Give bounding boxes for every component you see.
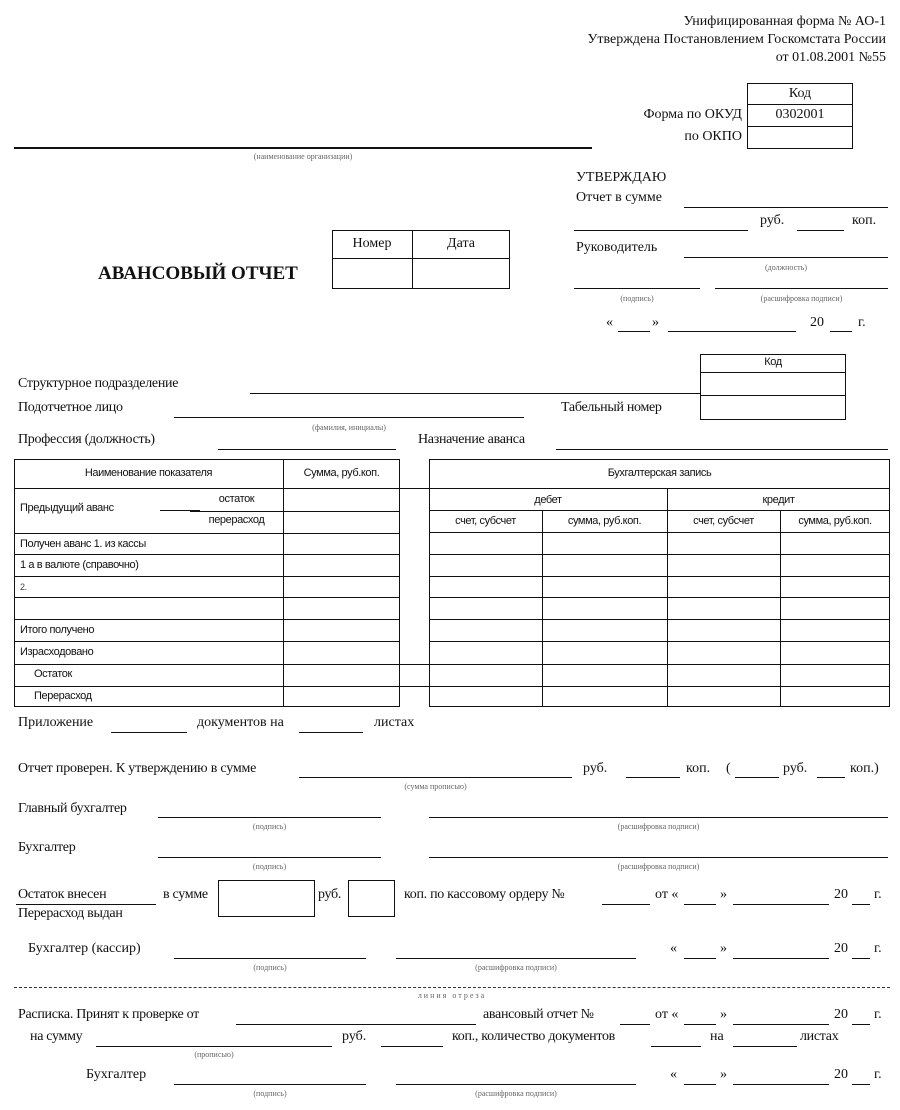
sum-cell[interactable] xyxy=(285,688,398,706)
report-no-label: авансовый отчет № xyxy=(483,1007,594,1022)
divider xyxy=(429,619,890,620)
head-signature-field[interactable] xyxy=(574,288,700,289)
entry-cell[interactable] xyxy=(544,643,666,663)
divider xyxy=(190,511,400,512)
cashier-day-field[interactable] xyxy=(684,958,716,959)
receipt-month-field[interactable] xyxy=(733,1024,829,1025)
rub-label: руб. xyxy=(783,761,808,776)
divider xyxy=(780,510,781,707)
quote-close: » xyxy=(720,887,727,902)
rub-label: руб. xyxy=(583,761,608,776)
chief-accountant-decode-field[interactable] xyxy=(429,817,888,818)
receipt-sheets-field[interactable] xyxy=(733,1046,797,1047)
decode-caption: (расшифровка подписи) xyxy=(760,294,843,303)
report-date-field[interactable] xyxy=(414,260,508,287)
head-label: Руководитель xyxy=(576,240,658,255)
sum-cell[interactable] xyxy=(285,490,398,510)
sum-cell[interactable] xyxy=(285,666,398,685)
person-code-header: Код xyxy=(764,356,782,368)
quote-open: « xyxy=(670,1067,677,1082)
quote-close: » xyxy=(720,1067,727,1082)
overspend-issued-label: Перерасход выдан xyxy=(18,906,123,921)
words-caption: (прописью) xyxy=(194,1050,234,1059)
quote-close: » xyxy=(720,1007,727,1022)
entry-cell[interactable] xyxy=(782,578,889,596)
entry-cell[interactable] xyxy=(669,621,779,640)
entry-cell[interactable] xyxy=(431,534,541,553)
attachment-sheets-field[interactable] xyxy=(299,732,363,733)
profession-field[interactable] xyxy=(218,449,396,450)
division-code-field[interactable] xyxy=(702,374,844,394)
approved-line: Утверждена Постановлением Госкомстата России xyxy=(587,32,886,47)
row-label: 2. xyxy=(20,582,27,592)
chief-accountant-label: Главный бухгалтер xyxy=(18,801,127,816)
divider xyxy=(429,641,890,642)
approve-sum-words-field[interactable] xyxy=(574,230,748,231)
accountant-signature-field[interactable] xyxy=(158,857,381,858)
report-number-field[interactable] xyxy=(334,260,411,287)
cash-rub-box[interactable] xyxy=(218,880,315,917)
purpose-field[interactable] xyxy=(556,449,888,450)
entry-cell[interactable] xyxy=(431,578,541,596)
head-decode-field[interactable] xyxy=(715,288,888,289)
year-prefix: 20 xyxy=(810,315,824,330)
number-header: Номер xyxy=(352,236,392,251)
decode-caption: (расшифровка подписи) xyxy=(617,822,700,831)
decode-caption: (расшифровка подписи) xyxy=(475,963,557,972)
from-label: от « xyxy=(655,887,679,902)
entry-cell[interactable] xyxy=(782,534,889,553)
approve-heading: УТВЕРЖДАЮ xyxy=(576,170,667,185)
col-name-header: Наименование показателя xyxy=(84,467,213,479)
cash-order-number-field[interactable] xyxy=(602,904,650,905)
entry-cell[interactable] xyxy=(782,599,889,618)
cut-line xyxy=(14,987,890,988)
in-sum-label: в сумме xyxy=(163,887,208,902)
entry-cell[interactable] xyxy=(782,643,889,663)
entry-cell[interactable] xyxy=(431,599,541,618)
entry-cell[interactable] xyxy=(431,621,541,640)
row-label: Итого получено xyxy=(20,624,95,636)
quote-close: » xyxy=(652,315,659,330)
receipt-sign-year-field[interactable] xyxy=(852,1084,870,1085)
approve-sum-field[interactable] xyxy=(684,207,888,208)
sum-words-caption: (сумма прописью) xyxy=(404,782,467,791)
receipt-year-field[interactable] xyxy=(852,1024,870,1025)
kop-label: коп. xyxy=(852,213,877,228)
signature-caption: (подпись) xyxy=(252,862,287,871)
receipt-sum-words-field[interactable] xyxy=(96,1046,332,1047)
okpo-label: по ОКПО xyxy=(684,129,742,144)
approval-date-line: от 01.08.2001 №55 xyxy=(775,50,886,65)
kop-label: коп. xyxy=(686,761,711,776)
cashier-decode-field[interactable] xyxy=(396,958,636,959)
entry-cell[interactable] xyxy=(544,621,666,640)
sum-cell[interactable] xyxy=(285,621,398,640)
divider xyxy=(429,510,890,511)
divider xyxy=(429,554,890,555)
head-position-field[interactable] xyxy=(684,257,888,258)
entry-cell[interactable] xyxy=(782,621,889,640)
divider xyxy=(14,533,400,534)
signature-caption: (подпись) xyxy=(253,1089,287,1098)
receipt-from-field[interactable] xyxy=(236,1024,476,1025)
approve-day-field[interactable] xyxy=(618,331,650,332)
position-caption: (должность) xyxy=(765,263,807,272)
division-field[interactable] xyxy=(250,393,700,394)
divider xyxy=(700,395,846,396)
entry-cell[interactable] xyxy=(669,688,779,706)
decode-caption: (расшифровка подписи) xyxy=(617,862,700,871)
divider xyxy=(16,904,156,905)
receipt-day-field[interactable] xyxy=(684,1024,716,1025)
receipt-signature-field[interactable] xyxy=(174,1084,366,1085)
kop-docs-label: коп., количество документов xyxy=(452,1029,615,1044)
quote-close: » xyxy=(720,941,727,956)
divider xyxy=(542,510,543,707)
divider xyxy=(14,554,400,555)
divider xyxy=(14,686,430,687)
receipt-accountant-label: Бухгалтер xyxy=(86,1067,147,1082)
quote-open: « xyxy=(606,315,613,330)
year-suffix: г. xyxy=(874,1007,882,1022)
receipt-decode-field[interactable] xyxy=(396,1084,636,1085)
divider xyxy=(747,126,853,127)
sum-cell[interactable] xyxy=(285,535,398,553)
entry-cell[interactable] xyxy=(669,578,779,596)
divider xyxy=(429,686,890,687)
row-label: 1 а в валюте (справочно) xyxy=(20,559,139,571)
date-header: Дата xyxy=(447,236,475,251)
divider xyxy=(429,576,890,577)
sheets-label: листах xyxy=(374,715,415,730)
receipt-kop-field[interactable] xyxy=(381,1046,443,1047)
division-label: Структурное подразделение xyxy=(18,376,179,391)
approve-month-field[interactable] xyxy=(668,331,796,332)
cash-order-day-field[interactable] xyxy=(684,904,716,905)
signature-caption: (подпись) xyxy=(253,963,287,972)
divider xyxy=(14,576,400,577)
divider xyxy=(332,258,510,259)
cashier-year-field[interactable] xyxy=(852,958,870,959)
on-label: на xyxy=(710,1029,724,1044)
sheets-label: листах xyxy=(800,1029,839,1044)
entry-cell[interactable] xyxy=(544,666,666,685)
divider xyxy=(14,664,430,665)
receipt-sign-month-field[interactable] xyxy=(733,1084,829,1085)
receipt-accepted-label: Расписка. Принят к проверке от xyxy=(18,1007,200,1022)
divider xyxy=(283,459,284,707)
entry-cell[interactable] xyxy=(669,643,779,663)
accountable-person-field[interactable] xyxy=(174,417,524,418)
signature-caption: (подпись) xyxy=(252,822,287,831)
accountable-caption: (фамилия, инициалы) xyxy=(312,423,386,432)
okud-label: Форма по ОКУД xyxy=(643,107,742,122)
entry-cell[interactable] xyxy=(669,534,779,553)
receipt-sum-label: на сумму xyxy=(30,1029,83,1044)
divider xyxy=(160,510,200,511)
balance-label: Остаток xyxy=(34,668,72,680)
cash-order-year-field[interactable] xyxy=(852,904,870,905)
entry-cell[interactable] xyxy=(431,556,541,575)
verified-kop-digits-field[interactable] xyxy=(817,777,845,778)
organization-name-field[interactable] xyxy=(14,147,592,149)
receipt-doc-count-field[interactable] xyxy=(651,1046,701,1047)
paren-open: ( xyxy=(726,761,731,776)
sum-cell[interactable] xyxy=(285,556,398,575)
entry-cell[interactable] xyxy=(782,556,889,575)
entry-cell[interactable] xyxy=(431,688,541,706)
remainder-label: остаток xyxy=(218,493,255,505)
cashier-signature-field[interactable] xyxy=(174,958,366,959)
divider xyxy=(14,597,400,598)
entry-cell[interactable] xyxy=(544,556,666,575)
approve-sum-label: Отчет в сумме xyxy=(576,190,662,205)
purpose-label: Назначение аванса xyxy=(418,432,525,447)
year-suffix: г. xyxy=(874,887,882,902)
credit-sum-header: сумма, руб.коп. xyxy=(798,515,872,527)
organization-caption: (наименование организации) xyxy=(253,152,353,161)
year-suffix: г. xyxy=(858,315,866,330)
overspend-label: перерасход xyxy=(208,514,265,526)
profession-label: Профессия (должность) xyxy=(18,432,155,447)
entry-cell[interactable] xyxy=(431,643,541,663)
rub-label: руб. xyxy=(342,1029,367,1044)
form-number-line: Унифицированная форма № АО-1 xyxy=(683,14,886,29)
entry-cell[interactable] xyxy=(669,666,779,685)
divider xyxy=(429,597,890,598)
credit-account-header: счет, субсчет xyxy=(693,515,754,527)
approve-year-field[interactable] xyxy=(830,331,852,332)
prev-advance-label: Предыдущий аванс xyxy=(20,502,114,514)
debit-account-header: счет, субсчет xyxy=(455,515,516,527)
cash-kop-box[interactable] xyxy=(348,880,395,917)
receipt-report-number-field[interactable] xyxy=(620,1024,650,1025)
entry-cell[interactable] xyxy=(782,688,889,706)
divider xyxy=(429,532,890,533)
verified-rub-digits-field[interactable] xyxy=(735,777,779,778)
attachment-label: Приложение xyxy=(18,715,94,730)
accountable-label: Подотчетное лицо xyxy=(18,400,123,415)
cashier-month-field[interactable] xyxy=(733,958,829,959)
year-prefix: 20 xyxy=(834,1067,848,1082)
kop-label: коп.) xyxy=(850,761,879,776)
entry-cell[interactable] xyxy=(544,599,666,618)
cut-line-caption: линия отреза xyxy=(417,991,487,1000)
accountant-label: Бухгалтер xyxy=(18,840,76,855)
divider xyxy=(429,664,890,665)
rub-label: руб. xyxy=(318,887,342,902)
col-sum-header: Сумма, руб.коп. xyxy=(303,467,380,479)
chief-accountant-signature-field[interactable] xyxy=(158,817,381,818)
sum-cell[interactable] xyxy=(285,513,398,532)
divider xyxy=(14,641,400,642)
entry-cell[interactable] xyxy=(544,688,666,706)
docs-on-label: документов на xyxy=(197,715,284,730)
accountant-decode-field[interactable] xyxy=(429,857,888,858)
tab-number-field[interactable] xyxy=(702,397,844,418)
rub-label: руб. xyxy=(760,213,785,228)
entry-cell[interactable] xyxy=(669,599,779,618)
from-label: от « xyxy=(655,1007,679,1022)
code-header: Код xyxy=(788,86,812,101)
accounting-entry-title: Бухгалтерская запись xyxy=(607,467,712,479)
verified-sum-words-field[interactable] xyxy=(299,777,572,778)
year-suffix: г. xyxy=(874,941,882,956)
debit-sum-header: сумма, руб.коп. xyxy=(567,515,642,527)
sum-cell[interactable] xyxy=(285,599,398,618)
entry-cell[interactable] xyxy=(782,666,889,685)
verified-kop-field[interactable] xyxy=(626,777,680,778)
cash-order-month-field[interactable] xyxy=(733,904,829,905)
receipt-sign-day-field[interactable] xyxy=(684,1084,716,1085)
decode-caption: (расшифровка подписи) xyxy=(475,1089,557,1098)
entry-cell[interactable] xyxy=(669,556,779,575)
approve-kop-field[interactable] xyxy=(797,230,844,231)
credit-header: кредит xyxy=(762,494,795,506)
sum-cell[interactable] xyxy=(285,578,398,596)
cashier-label: Бухгалтер (кассир) xyxy=(28,941,141,956)
row-label: Получен аванс 1. из кассы xyxy=(20,538,146,550)
quote-open: « xyxy=(670,941,677,956)
overrun-label: Перерасход xyxy=(34,690,92,702)
divider xyxy=(700,372,846,373)
year-suffix: г. xyxy=(874,1067,882,1082)
entry-cell[interactable] xyxy=(544,534,666,553)
divider xyxy=(14,619,400,620)
entry-cell[interactable] xyxy=(544,578,666,596)
okud-code-field[interactable]: 0302001 xyxy=(775,107,825,122)
entry-cell[interactable] xyxy=(431,666,541,685)
debit-header: дебет xyxy=(534,494,562,506)
kop-order-label: коп. по кассовому ордеру № xyxy=(404,887,565,902)
row-label: Израсходовано xyxy=(20,646,94,658)
verified-label: Отчет проверен. К утверждению в сумме xyxy=(18,761,257,776)
sum-cell[interactable] xyxy=(285,643,398,663)
year-prefix: 20 xyxy=(834,941,848,956)
tab-number-label: Табельный номер xyxy=(561,400,662,415)
page-title: АВАНСОВЫЙ ОТЧЕТ xyxy=(98,263,298,284)
attachment-count-field[interactable] xyxy=(111,732,187,733)
okpo-code-field[interactable] xyxy=(747,128,853,146)
signature-caption: (подпись) xyxy=(620,294,654,303)
divider xyxy=(747,104,853,105)
remainder-deposited-label: Остаток внесен xyxy=(18,887,107,902)
year-prefix: 20 xyxy=(834,887,848,902)
year-prefix: 20 xyxy=(834,1007,848,1022)
